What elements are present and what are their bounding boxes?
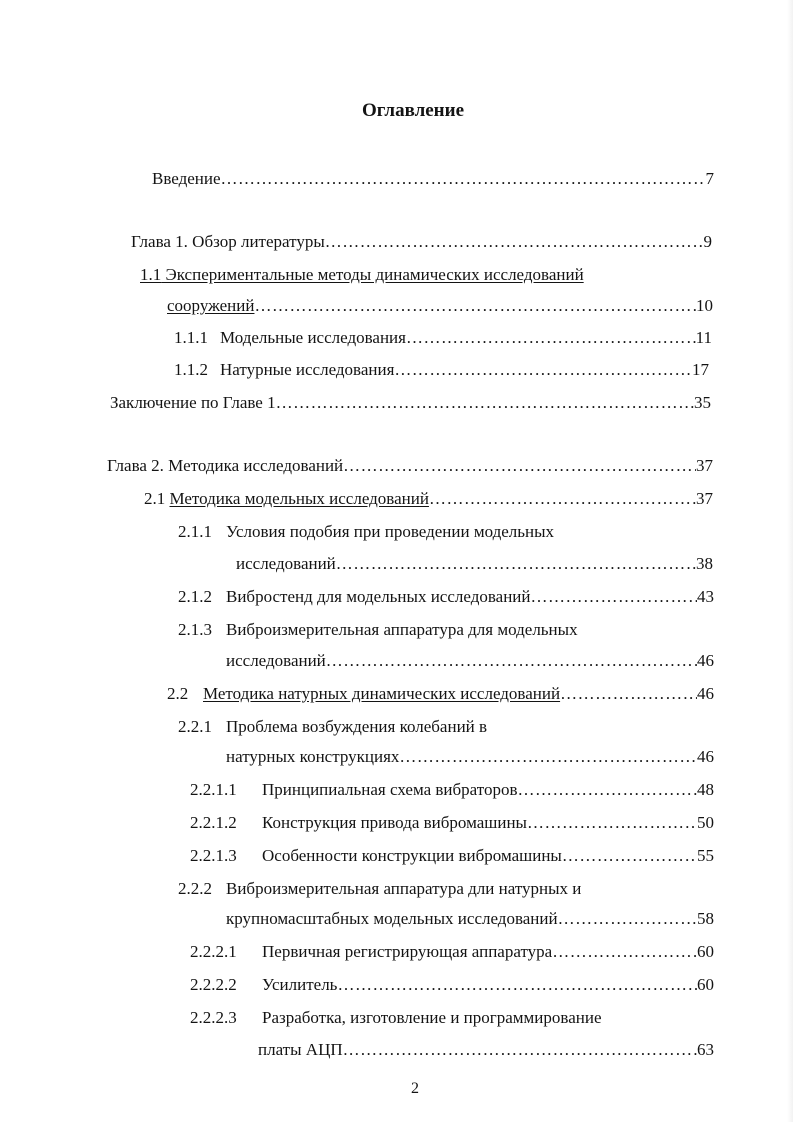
toc-entry-page: 37 xyxy=(696,456,713,475)
toc-entry-number: 2.2.1 xyxy=(178,717,212,736)
toc-entry-page: 7 xyxy=(705,169,714,188)
toc-entry-number: 1.1 xyxy=(140,265,162,284)
toc-entry-2-2-2-2[interactable] xyxy=(190,974,714,996)
toc-entry-page: 46 xyxy=(697,651,714,670)
toc-entry-number: 2.1.3 xyxy=(178,620,212,639)
toc-entry-page: 9 xyxy=(703,232,712,251)
toc-entry-number: 2.2.1.1 xyxy=(190,780,237,799)
dot-leader xyxy=(221,168,706,190)
toc-entry-2-2-2-3[interactable] xyxy=(190,1007,710,1029)
toc-entry-number: 1.1.2 xyxy=(174,360,208,379)
dot-leader xyxy=(530,586,697,608)
toc-entry-page: 50 xyxy=(697,813,714,832)
toc-entry-2-2-1-cont[interactable] xyxy=(226,746,714,768)
dot-leader xyxy=(394,359,692,381)
toc-entry-2-2-2[interactable] xyxy=(178,878,698,900)
toc-entry-text: Модельные исследования xyxy=(220,328,406,347)
dot-leader xyxy=(527,812,697,834)
dot-leader xyxy=(558,908,697,930)
toc-entry-2-1-3[interactable] xyxy=(178,619,698,641)
toc-entry-2-1-1[interactable] xyxy=(178,521,698,543)
toc-entry-1-1[interactable] xyxy=(140,264,700,286)
toc-entry-page: 11 xyxy=(695,328,712,347)
toc-entry-text: Принципиальная схема вибраторов xyxy=(262,780,518,799)
toc-entry-page: 35 xyxy=(694,393,711,412)
dot-leader xyxy=(254,295,696,317)
toc-entry-2-1-2[interactable] xyxy=(178,586,714,608)
toc-entry-number: 2.2.2 xyxy=(178,879,212,898)
toc-entry-page: 55 xyxy=(697,846,714,865)
dot-leader xyxy=(552,941,697,963)
toc-entry-2-2-2-3-cont[interactable] xyxy=(258,1039,714,1061)
toc-entry-text: Первичная регистрирующая аппаратура xyxy=(262,942,553,961)
toc-entry-page: 37 xyxy=(696,489,713,508)
dot-leader xyxy=(276,392,694,414)
toc-entry-page: 43 xyxy=(697,587,714,606)
toc-entry-2-1-1-cont[interactable] xyxy=(236,553,713,575)
toc-entry-1-1-1[interactable] xyxy=(174,327,712,349)
toc-entry-2-2-1-3[interactable] xyxy=(190,845,714,867)
dot-leader xyxy=(337,974,697,996)
toc-entry-2-2-1-1[interactable] xyxy=(190,779,714,801)
toc-entry-text: Экспериментальные методы динамических исследований xyxy=(165,265,584,284)
toc-entry-text: натурных конструкциях xyxy=(226,747,400,766)
toc-entry-text: крупномасштабных модельных исследований xyxy=(226,909,558,928)
dot-leader xyxy=(406,327,696,349)
toc-entry-2-2[interactable] xyxy=(167,683,714,705)
toc-entry-number: 2.2.1.3 xyxy=(190,846,237,865)
toc-entry-page: 58 xyxy=(697,909,714,928)
toc-entry-page: 46 xyxy=(697,684,714,703)
toc-entry-introduction[interactable] xyxy=(152,168,714,190)
toc-entry-text: Разработка, изготовление и программирование xyxy=(262,1008,602,1027)
toc-entry-text: Введение xyxy=(152,169,221,188)
dot-leader xyxy=(518,779,698,801)
toc-entry-text: исследований xyxy=(226,651,326,670)
toc-entry-page: 17 xyxy=(692,360,709,379)
toc-entry-text: сооружений xyxy=(167,296,255,315)
toc-entry-text: Вибростенд для модельных исследований xyxy=(226,587,531,606)
toc-entry-number: 1.1.1 xyxy=(174,328,208,347)
toc-entry-number: 2.2.2.3 xyxy=(190,1008,237,1027)
toc-entry-text: Виброизмерительная аппаратура для модельных xyxy=(226,620,578,639)
toc-entry-2-1[interactable] xyxy=(144,488,713,510)
toc-entry-text: платы АЦП xyxy=(258,1040,343,1059)
toc-entry-number: 2.2 xyxy=(167,684,189,703)
page-number: 2 xyxy=(411,1080,419,1097)
toc-entry-2-2-1[interactable] xyxy=(178,716,698,738)
toc-entry-text: исследований xyxy=(236,554,336,573)
dot-leader xyxy=(336,553,696,575)
dot-leader xyxy=(326,650,697,672)
toc-entry-text: Конструкция привода вибромашины xyxy=(262,813,527,832)
dot-leader xyxy=(560,683,697,705)
toc-entry-text: Методика модельных исследований xyxy=(169,489,429,508)
toc-entry-text: Проблема возбуждения колебаний в xyxy=(226,717,488,736)
toc-entry-text: Заключение по Главе 1 xyxy=(110,393,276,412)
toc-entry-number: 2.1.2 xyxy=(178,587,212,606)
toc-entry-text: Виброизмерительная аппаратура дли натурных и xyxy=(226,879,582,898)
toc-entry-number: 2.1 xyxy=(144,489,166,508)
toc-entry-text: Натурные исследования xyxy=(220,360,395,379)
toc-entry-page: 46 xyxy=(697,747,714,766)
toc-entry-1-1-2[interactable] xyxy=(174,359,709,381)
toc-entry-number: 2.1.1 xyxy=(178,522,212,541)
dot-leader xyxy=(562,845,697,867)
toc-entry-page: 10 xyxy=(696,296,713,315)
toc-entry-1-1-cont[interactable] xyxy=(167,295,713,317)
toc-entry-text: Усилитель xyxy=(262,975,338,994)
dot-leader xyxy=(399,746,697,768)
toc-entry-page: 48 xyxy=(697,780,714,799)
toc-entry-text: Методика натурных динамических исследований xyxy=(203,684,561,703)
scan-edge xyxy=(787,0,793,1122)
toc-entry-text: Особенности конструкции вибромашины xyxy=(262,846,562,865)
toc-entry-page: 38 xyxy=(696,554,713,573)
toc-entry-conclusion-1[interactable] xyxy=(110,392,711,414)
toc-entry-number: 2.2.2.2 xyxy=(190,975,237,994)
toc-entry-chapter-2[interactable] xyxy=(107,455,713,477)
toc-entry-2-1-3-cont[interactable] xyxy=(226,650,714,672)
toc-entry-page: 60 xyxy=(697,942,714,961)
toc-entry-chapter-1[interactable] xyxy=(131,231,712,253)
dot-leader xyxy=(429,488,696,510)
toc-entry-number: 2.2.1.2 xyxy=(190,813,237,832)
dot-leader xyxy=(325,231,704,253)
toc-entry-2-2-2-1[interactable] xyxy=(190,941,714,963)
dot-leader xyxy=(343,1039,697,1061)
toc-entry-2-2-2-cont[interactable] xyxy=(226,908,714,930)
page-title: Оглавление xyxy=(361,100,465,121)
toc-entry-text: Глава 1. Обзор литературы xyxy=(131,232,325,251)
dot-leader xyxy=(343,455,696,477)
toc-entry-text: Глава 2. Методика исследований xyxy=(107,456,344,475)
toc-entry-page: 63 xyxy=(697,1040,714,1059)
toc-entry-2-2-1-2[interactable] xyxy=(190,812,714,834)
toc-entry-page: 60 xyxy=(697,975,714,994)
toc-entry-number: 2.2.2.1 xyxy=(190,942,237,961)
toc-entry-text: Условия подобия при проведении модельных xyxy=(226,522,555,541)
